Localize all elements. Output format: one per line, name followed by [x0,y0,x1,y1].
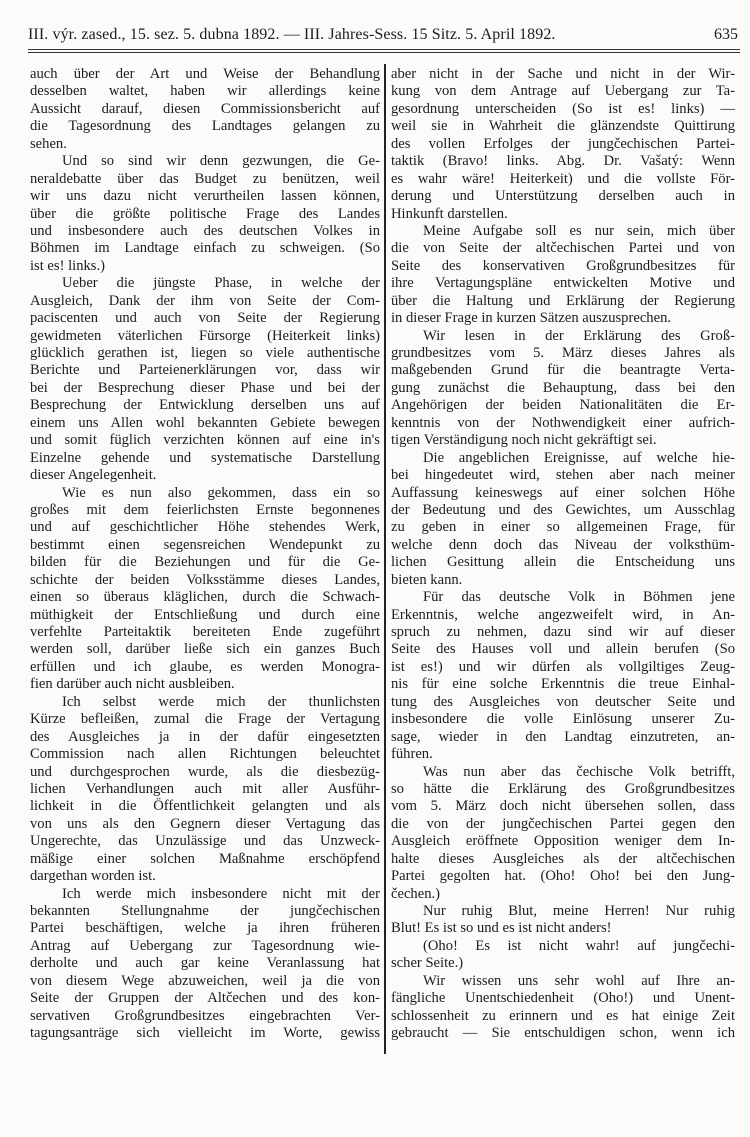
text-line: Was nun aber das čechische Volk betrifft, [423,763,735,780]
text-line: des vollen Erfolges der jungčechischen Partei- [391,135,735,152]
text-line: Seite des konservativen Großgrundbesitzes für [391,257,735,274]
text-line: schlossenheit zu erinnern und es hat einige Zeit [391,1007,735,1024]
text-line: Seite des Hauses voll und allein berufen (So [391,641,735,658]
text-line: welche denn doch das Niveau der volksthüm- [391,536,735,553]
column-divider [384,64,386,1054]
text-line: auch über der Art und Weise der Behandlung [30,66,380,82]
text-line: paciscenten und auch von Seite der Regierung [30,310,380,327]
text-line: gesordnung unterscheiden (So ist es! links) — [391,100,735,117]
text-line: gung zunächst die Behauptung, dass bei den [391,379,735,396]
text-line: lichen Verhandlungen auch mit aller Ausführ- [30,780,380,797]
text-line: Besprechung der Entwicklung derselben uns auf [30,397,380,414]
text-line: die Tagesordnung des Landtages gelangen zu [30,118,380,135]
text-line: Partei gegolten hat. (Oho! Oho! bei den Jung- [391,868,735,885]
paragraph [391,328,735,450]
header-rule-secondary [28,52,740,53]
paragraph [30,66,380,153]
text-line: aber nicht in der Sache und nicht in der Wir- [391,66,735,82]
text-line: so hätte die Erklärung des Großgrundbesitzes [391,780,735,797]
text-line: desselben waltet, haben wir allerdings keine [30,83,380,100]
text-line: Für das deutsche Volk in Böhmen jene [423,589,735,606]
text-line: tung des Ausgleiches von deutscher Seite und [391,693,735,710]
text-line: Kürze befleißen, zumal die Frage der Vertagung [30,711,380,728]
text-line: in dieser Frage in kurzen Sätzen auszusprechen. [391,310,672,327]
text-line: derung und Unterstützung derselben auch in [391,188,735,205]
text-line: müthigkeit der Entschließung und durch eine [30,606,380,623]
text-line: verfehlte Parteitaktik bereiteten Ende zugeführt [30,624,380,640]
text-line: Angehörigen der beiden Nationalitäten die Er- [391,397,735,414]
paragraph [30,886,380,1043]
text-line: vom 5. März doch nicht übersehen sollen, dass [391,798,735,815]
text-line: Wie es nun also gekommen, dass ein so [62,484,380,501]
text-line: Ich selbst werde mich der thunlichsten [62,693,380,710]
text-line: Partei beschäftigen, welche ja ihren früheren [30,920,380,937]
text-line: bei hingedeutet wird, stehen aber nach meiner [391,467,735,484]
text-line: über die größte politische Frage des Landes [30,205,380,222]
paragraph [30,694,380,886]
text-line: dargethan worden ist. [30,868,156,885]
text-line: scher Seite.) [391,955,464,972]
text-line: weil sie in Wahrheit die glänzendste Quittirung [391,118,735,135]
text-line: bei der Besprechung dieser Phase und bei der [30,379,380,396]
paragraph [391,764,735,904]
paragraph [391,903,735,938]
text-line: mäßige einer solchen Maßnahme erschöpfend [30,850,380,867]
page-number: 635 [714,26,738,43]
text-line: Die angeblichen Ereignisse, auf welche hie- [423,449,735,466]
paragraph [391,223,735,328]
text-line: sehen. [30,135,67,152]
text-line: glücklich gerathen ist, liegen so viele authentische [30,345,380,361]
text-line: gebraucht — Sie entschuldigen schon, wenn ich [391,1025,735,1042]
text-line: ist es!) und wir dürfen als vollgiltiges Zeug- [391,658,735,675]
text-line: Antrag auf Uebergang zur Tagesordnung wie- [30,937,380,954]
text-line: Ausgleich eröffnete Opposition weniger dem In- [391,833,735,850]
text-line: Berichte und Parteienerklärungen vor, dass wir [30,362,380,379]
text-line: fien darüber auch nicht ausbleiben. [30,676,235,693]
text-line: und somit füglich verzichten können auf eine in's [30,432,380,449]
text-line: Böhmen im Landtage einfach zu schweigen. (So [30,240,380,257]
text-line: zu geben in einer so allgemeinen Frage, für [391,519,735,536]
text-line: Und so sind wir denn gezwungen, die Ge- [62,153,380,170]
paragraph [391,938,735,973]
text-line: Aussicht darauf, diesen Commissionsbericht auf [30,100,380,117]
text-line: nis für eine solche Erkenntnis die treue Einhal- [391,676,735,693]
paragraph [30,275,380,484]
text-line: des Ausgleiches ja in der dafür eingesetzten [30,728,380,745]
text-line: Einzelne gehende und systematische Darstellung [30,449,380,466]
text-line: (Oho! Es ist nicht wahr! auf jungčechi- [423,937,735,954]
text-line: von diesem Wege abzuweichen, weil ja die von [30,972,380,989]
header-rule [28,49,740,50]
text-line: erfüllen und ich glaube, es werden Monogra- [30,658,380,675]
text-line: werden soll, darüber ließe sich ein ganzes Buch [30,641,380,658]
text-line: Seite der Gruppen der Altčechen und des kon- [30,990,380,1007]
text-line: čechen.) [391,885,441,902]
text-line: Nur ruhig Blut, meine Herren! Nur ruhig [423,903,735,919]
text-line: gewidmeten väterlichen Fürsorge (Heiterkeit links) [30,327,380,344]
text-line: Wir lesen in der Erklärung des Groß- [423,327,735,344]
text-line: kenntnis von der Nothwendigkeit einer aufrich- [391,414,735,431]
text-line: derholte und auch gar keine Veranlassung hat [30,955,380,972]
left-column [30,66,380,1043]
paragraph [391,450,735,590]
text-line: halte dieses Ausgleiches als der altčechischen [391,850,735,867]
text-line: führen. [391,746,433,763]
text-line: insbesondere die volle Einlösung unserer Zu- [391,711,735,728]
text-line: Erkenntnis, welche angezweifelt wird, in An- [391,606,735,623]
text-line: es wahr wäre! Heiterkeit) und die vollste För- [391,170,735,187]
paragraph [30,153,380,275]
text-line: servativen Großgrundbesitzes eingebrachten Ver- [30,1007,380,1024]
text-line: Meine Aufgabe soll es nur sein, mich über [423,222,735,239]
running-header [28,26,738,48]
paragraph [391,973,735,1043]
paragraph [391,589,735,763]
paragraph [30,485,380,694]
text-line: schichte der beiden Volksstämme dieses Landes, [30,571,380,588]
text-line: und insbesondere auch des deutschen Volkes in [30,222,380,239]
text-line: einen so überaus kläglichen, durch die Schwach- [30,589,380,606]
text-line: Commission nach allen Richtungen beleuchtet [30,746,380,763]
text-line: Ueber die jüngste Phase, in welche der [62,275,380,292]
text-line: bilden für die Beziehungen und für die Ge- [30,554,380,571]
text-line: und auf geschichtlicher Höhe stehendes Werk, [30,519,380,536]
text-line: Ausgleich, Dank der ihm von Seite der Com- [30,292,380,309]
text-line: tagungsanträge sich vielleicht im Worte, gewiss [30,1025,380,1042]
text-line: von uns als den Gegnern dieser Vertagung das [30,815,380,832]
text-line: spruch zu nehmen, dazu sind wir auf dieser [391,624,735,640]
text-line: dieser Angelegenheit. [30,467,157,484]
right-column [391,66,735,1043]
text-line: und durchgesprochen wurde, als die diesbezüg- [30,763,380,780]
text-line: tigen Verständigung noch nicht gekräftigt sei. [391,432,657,449]
text-line: grundbesitzes vom 5. März dieses Jahres als [391,345,735,361]
paragraph [391,66,735,223]
text-line: die von der jungčechischen Partei gegen den [391,815,735,832]
text-line: lichen Gesittung allein die Entscheidung uns [391,554,735,571]
text-line: Ich werde mich insbesondere nicht mit der [62,885,380,902]
text-line: fängliche Unentschiedenheit (Oho!) und Unent- [391,990,735,1007]
text-line: der Bedeutung und des Gewichtes, um Ausschlag [391,501,735,518]
text-line: Blut! Es ist so und es ist nicht anders! [391,920,612,937]
text-line: über die Haltung und Erklärung der Regierung [391,292,735,309]
text-line: Wir wissen uns sehr wohl auf Ihre an- [423,972,735,989]
text-line: taktik (Bravo! links. Abg. Dr. Vašatý: Wenn [391,153,735,170]
text-line: bekannten Stellungnahme der jungčechischen [30,903,380,919]
text-line: Ungerechte, das Unzulässige und das Unzweck- [30,833,380,850]
text-line: lichkeit in die Öffentlichkeit gelangten und als [30,798,380,815]
text-line: einem uns Allen wohl bekannten Gebiete bewegen [30,414,380,431]
text-line: neraldebatte über das Budget zu benützen, weil [30,170,380,187]
text-line: die von Seite der altčechischen Partei und von [391,240,735,257]
text-line: kung von dem Antrage auf Uebergang zur Ta- [391,83,735,100]
text-line: Auffassung keineswegs auf einer solchen Höhe [391,484,735,501]
header-title: III. výr. zased., 15. sez. 5. dubna 1892. — III. Jahres-Sess. 15 Sitz. 5. April 1892. [28,26,556,43]
text-line: maßgebenden Grund für die beantragte Verta- [391,362,735,379]
text-line: wir uns dazu nicht verurtheilen lassen können, [30,188,380,205]
text-line: ist es! links.) [30,257,105,274]
text-line: ihre Vertagungspläne entwickelten Motive und [391,275,735,292]
text-line: Hinkunft darstellen. [391,205,508,222]
text-line: bestimmt einen segensreichen Wendepunkt zu [30,536,380,553]
text-line: sage, wieder in den Landtag einzutreten, an- [391,728,735,745]
text-line: bieten kann. [391,571,463,588]
text-line: großes mit dem feierlichsten Ernste begonnenes [30,501,380,518]
